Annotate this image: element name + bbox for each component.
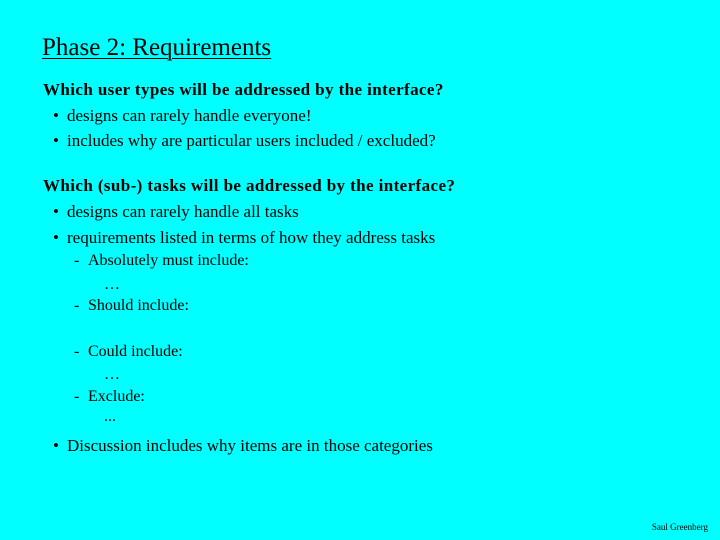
bullet-text: includes why are particular users included / excluded? xyxy=(67,131,436,150)
category-item xyxy=(74,343,183,361)
category-label: Absolutely must include: xyxy=(88,252,249,269)
bullet-text: designs can rarely handle all tasks xyxy=(67,202,299,221)
dash-glyph: - xyxy=(74,252,80,269)
author-credit: Saul Greenberg xyxy=(651,522,708,532)
bullet-item xyxy=(53,131,436,151)
bullet-glyph: • xyxy=(53,228,59,247)
category-continuation: … xyxy=(104,276,120,293)
bullet-item xyxy=(53,436,433,456)
bullet-item xyxy=(53,202,299,222)
bullet-glyph: • xyxy=(53,436,59,455)
category-label: Exclude: xyxy=(88,388,145,405)
category-item xyxy=(74,252,249,270)
category-continuation: ... xyxy=(104,408,116,425)
dash-glyph: - xyxy=(74,343,80,360)
bullet-glyph: • xyxy=(53,202,59,221)
slide-title: Phase 2: Requirements xyxy=(42,34,272,61)
bullet-glyph: • xyxy=(53,106,59,125)
dash-glyph: - xyxy=(74,297,80,314)
category-continuation: … xyxy=(104,366,120,383)
bullet-text: Discussion includes why items are in those categories xyxy=(67,436,433,455)
category-label: Could include: xyxy=(88,343,183,360)
bullet-item xyxy=(53,228,435,248)
category-item xyxy=(74,388,145,406)
bullet-glyph: • xyxy=(53,131,59,150)
dash-glyph: - xyxy=(74,388,80,405)
bullet-item xyxy=(53,106,312,126)
category-label: Should include: xyxy=(88,297,189,314)
question-user-types: Which user types will be addressed by the interface? xyxy=(43,80,444,99)
bullet-text: designs can rarely handle everyone! xyxy=(67,106,312,125)
category-item xyxy=(74,297,189,315)
question-tasks: Which (sub-) tasks will be addressed by the interface? xyxy=(43,176,456,195)
bullet-text: requirements listed in terms of how they address tasks xyxy=(67,228,436,247)
